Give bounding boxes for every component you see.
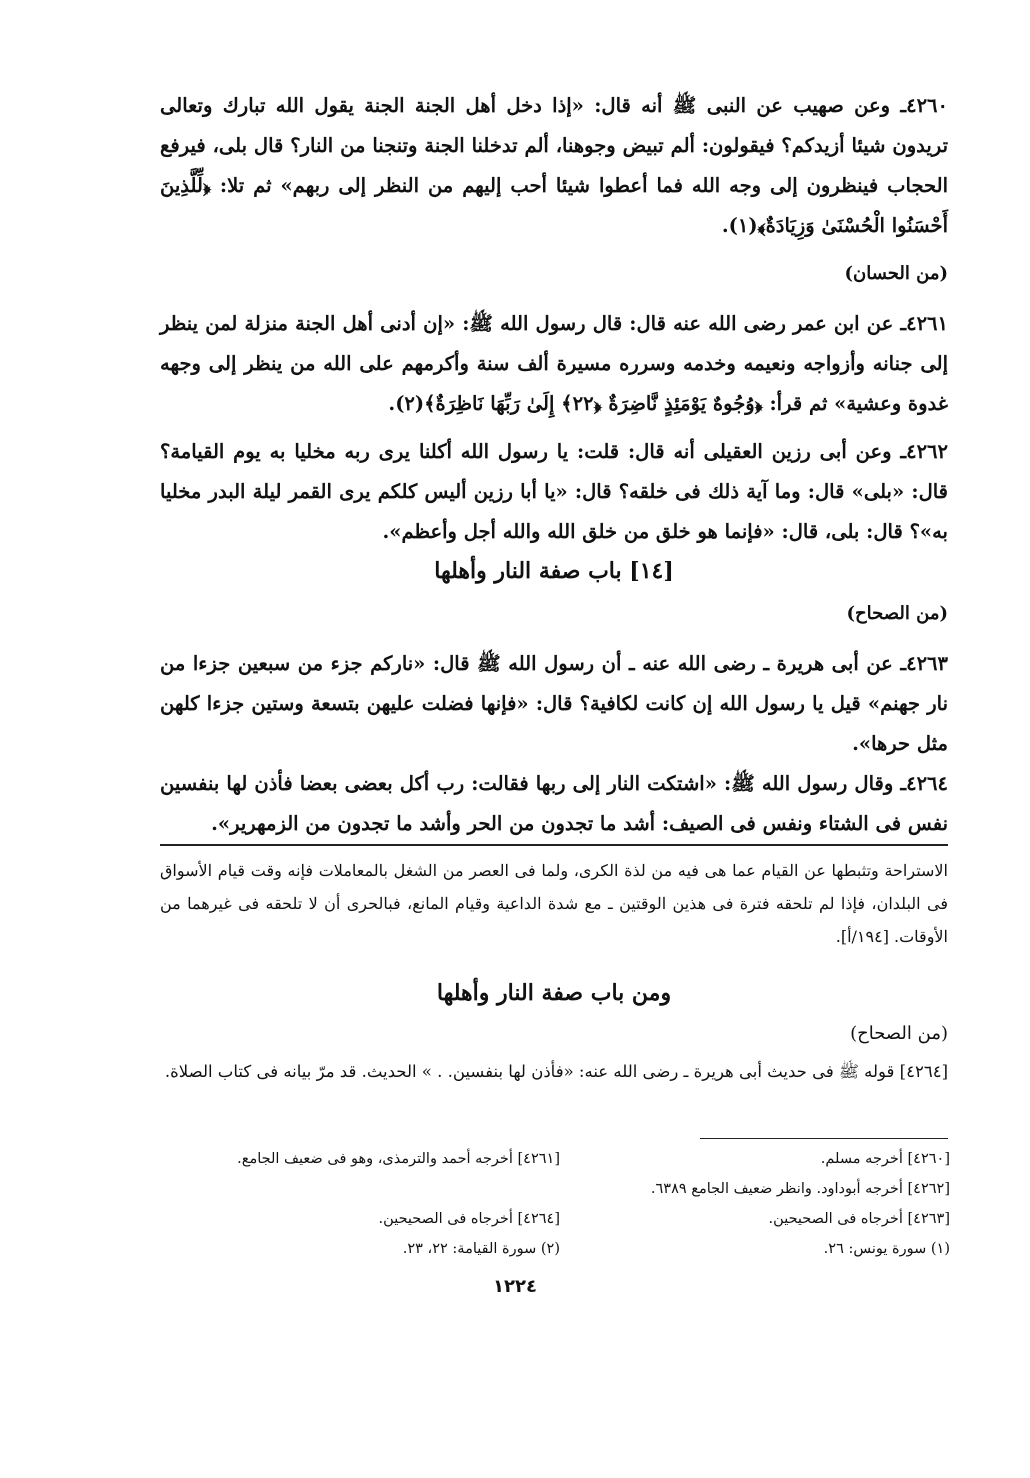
hadith-body: ـ عن أبى هريرة ـ رضى الله عنه ـ أن رسول الله ﷺ قال: «ناركم جزء من سبعين جزءا من نار جهنم» قيل يا رسول الله إن كانت لكافية؟ قال: «فإنها فضلت عليهن بتسعة وستين جزءا كلهن مثل حرها». xyxy=(160,652,948,755)
hadith-number: ٤٢٦٣ xyxy=(906,652,948,675)
commentary-heading: ومن باب صفة النار وأهلها xyxy=(436,980,672,1006)
commentary-4264 xyxy=(160,1054,948,1090)
footnote: [٤٢٦٠] أخرجه مسلم. xyxy=(820,1151,950,1167)
source-label-sihah: (من الصحاح) xyxy=(846,603,948,624)
hadith-number: ٤٢٦٢ xyxy=(906,440,948,463)
footnote-row xyxy=(180,1204,950,1234)
commentary-text: الاستراحة وتثبطها عن القيام عما هى فيه من لذة الكرى، ولما فى العصر من الشغل بالمعاملات فإنه وقت قيام الأسواق فى البلدان، فإذا لم تلحقه فترة فى هذين الوقتين ـ مع شدة الداعية وقيام المانع، فبالحرى أن لا تلحقه فى غيرهما من الأوقات. [١٩٤/أ]. xyxy=(160,861,948,946)
hadith-4264-text xyxy=(160,764,948,844)
footnotes xyxy=(180,1144,950,1264)
hadith-4262 xyxy=(160,432,948,552)
source-label-hisan: (من الحسان) xyxy=(844,263,948,284)
footnote-divider xyxy=(700,1138,948,1139)
hadith-number: ٤٢٦١ xyxy=(906,312,948,335)
commentary-continuation xyxy=(160,854,948,953)
hadith-number: ٤٢٦٤ xyxy=(906,772,948,795)
hadith-4264 xyxy=(160,764,948,844)
footnote: [٤٢٦١] أخرجه أحمد والترمذى، وهو فى ضعيف الجامع. xyxy=(237,1151,560,1167)
footnote-row xyxy=(180,1234,950,1264)
hadith-body: ـ عن ابن عمر رضى الله عنه قال: قال رسول الله ﷺ: «إن أدنى أهل الجنة منزلة لمن ينظر إلى جنانه وأزواجه ونعيمه وخدمه وسرره مسيرة ألف سنة وأكرمهم على الله من ينظر إلى وجهه غدوة وعشية» ثم قرأ: ﴿وُجُوهٌ يَوْمَئِذٍ نَّاضِرَةٌ ﴿٢٢﴾ إِلَىٰ رَبِّهَا نَاظِرَةٌ﴾(٢). xyxy=(160,312,948,415)
hadith-4262-text xyxy=(160,432,948,552)
source-label-sihah-commentary: (من الصحاح) xyxy=(850,1023,948,1044)
footnote: (٢) سورة القيامة: ٢٢، ٢٣. xyxy=(402,1241,560,1257)
hadith-body: ـ وعن أبى رزين العقيلى أنه قال: قلت: يا رسول الله أكلنا يرى ربه مخليا به يوم القيامة؟ قال: «بلى» قال: وما آية ذلك فى خلقه؟ قال: «يا أبا رزين أليس كلكم يرى القمر ليلة البدر مخليا به»؟ قال: بلى، قال: «فإنما هو خلق من خلق الله والله أجل وأعظم». xyxy=(160,440,948,543)
footnote: [٤٢٦٣] أخرجاه فى الصحيحين. xyxy=(768,1211,950,1227)
footnote: [٤٢٦٤] أخرجاه فى الصحيحين. xyxy=(378,1211,560,1227)
hadith-4261 xyxy=(160,304,948,424)
hadith-body: ـ وعن صهيب عن النبى ﷺ أنه قال: «إذا دخل أهل الجنة الجنة يقول الله تبارك وتعالى تريدون شيئا أزيدكم؟ فيقولون: ألم تبيض وجوهنا، ألم تدخلنا الجنة وتنجنا من النار؟ قال بلى، فيرفع الحجاب فينظرون إلى وجه الله فما أعطوا شيئا أحب إليهم من النظر إلى ربهم» ثم تلا: ﴿لِّلَّذِينَ أَحْسَنُوا الْحُسْنَىٰ وَزِيَادَةٌ﴾(١). xyxy=(160,94,948,237)
footnote: (١) سورة يونس: ٢٦. xyxy=(823,1241,950,1257)
footnote-row xyxy=(180,1174,950,1204)
hadith-body: ـ وقال رسول الله ﷺ: «اشتكت النار إلى ربها فقالت: رب أكل بعضى بعضا فأذن لها بنفسين نفس فى الشتاء ونفس فى الصيف: أشد ما تجدون من الحر وأشد ما تجدون من الزمهرير». xyxy=(160,772,948,835)
hadith-4263-text xyxy=(160,644,948,764)
page-number: ١٢٢٤ xyxy=(493,1276,537,1297)
hadith-number: ٤٢٦٠ xyxy=(906,94,948,117)
hadith-4260 xyxy=(160,86,948,246)
commentary-4264-text: [٤٢٦٤] قوله ﷺ فى حديث أبى هريرة ـ رضى الله عنه: «فأذن لها بنفسين. . » الحديث. قد مرّ بيانه فى كتاب الصلاة. xyxy=(164,1062,948,1081)
hadith-4263 xyxy=(160,644,948,764)
chapter-heading: [١٤] باب صفة النار وأهلها xyxy=(434,558,674,584)
footnote: [٤٢٦٢] أخرجه أبوداود. وانظر ضعيف الجامع ٦٣٨٩. xyxy=(650,1181,950,1197)
hadith-4261-text xyxy=(160,304,948,424)
footnote-row xyxy=(180,1144,950,1174)
hadith-4260-text xyxy=(160,86,948,246)
footnote xyxy=(180,1174,560,1204)
text-commentary-divider xyxy=(160,844,948,846)
